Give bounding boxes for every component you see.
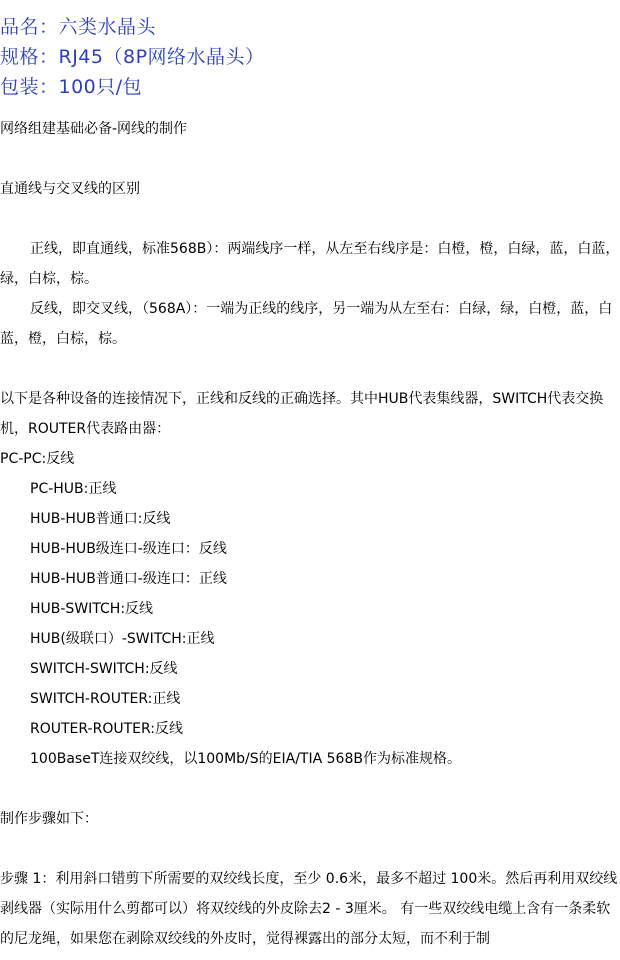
connection-intro: 以下是各种设备的连接情况下，正线和反线的正确选择。其中HUB代表集线器，SWITCH代表交换机，ROUTER代表路由器： <box>0 391 604 437</box>
product-name: 品名：六类水晶头 <box>0 16 157 38</box>
spacer <box>0 774 620 804</box>
spacer <box>0 204 620 234</box>
spacer <box>0 834 620 864</box>
steps-heading: 制作步骤如下： <box>0 811 98 827</box>
article-subtitle: 直通线与交叉线的区别 <box>0 181 140 197</box>
connection-pc-pc: PC-PC:反线 <box>0 451 75 467</box>
spacer <box>0 144 620 174</box>
spacer <box>0 354 620 384</box>
connection-switch-switch: SWITCH-SWITCH:反线 <box>30 661 178 677</box>
product-spec: 规格：RJ45（8P网络水晶头） <box>0 46 265 68</box>
cross-cable-description: 反线，即交叉线，（568A）：一端为正线的线序，另一端为从左至右：白绿，绿，白橙，蓝，白蓝，橙，白棕，棕。 <box>0 301 613 347</box>
connection-hub-hub-normal: HUB-HUB普通口:反线 <box>30 511 171 527</box>
connection-hub-hub-cascade: HUB-HUB级连口-级连口：反线 <box>30 541 227 557</box>
step-1: 步骤 1：利用斜口错剪下所需要的双绞线长度，至少 0.6米，最多不超过 100米。然后再利用双绞线剥线器（实际用什么剪都可以）将双绞线的外皮除去2 - 3厘米。 有一些双绞线电缆上含有一条柔软的尼龙绳，如果您在剥除双绞线的外皮时，觉得裸露出的部分太短，而不利于制 <box>0 871 618 947</box>
connection-pc-hub: PC-HUB:正线 <box>30 481 117 497</box>
connection-router-router: ROUTER-ROUTER:反线 <box>30 721 184 737</box>
product-packing: 包装：100只/包 <box>0 76 143 98</box>
article-title: 网络组建基础必备-网线的制作 <box>0 121 188 137</box>
connection-switch-router: SWITCH-ROUTER:正线 <box>30 691 181 707</box>
connection-hub-hub-mixed: HUB-HUB普通口-级连口：正线 <box>30 571 227 587</box>
article-body <box>0 114 620 954</box>
connection-hub-cascade-switch: HUB(级联口）-SWITCH:正线 <box>30 631 215 647</box>
connection-hub-switch: HUB-SWITCH:反线 <box>30 601 154 617</box>
cable-standard-note: 100BaseT连接双绞线，以100Mb/S的EIA/TIA 568B作为标准规格。 <box>30 751 461 767</box>
straight-cable-description: 正线，即直通线，标准568B）：两端线序一样，从左至右线序是：白橙，橙，白绿，蓝，白蓝，绿，白棕，棕。 <box>0 241 620 287</box>
product-spec-block <box>0 12 265 102</box>
